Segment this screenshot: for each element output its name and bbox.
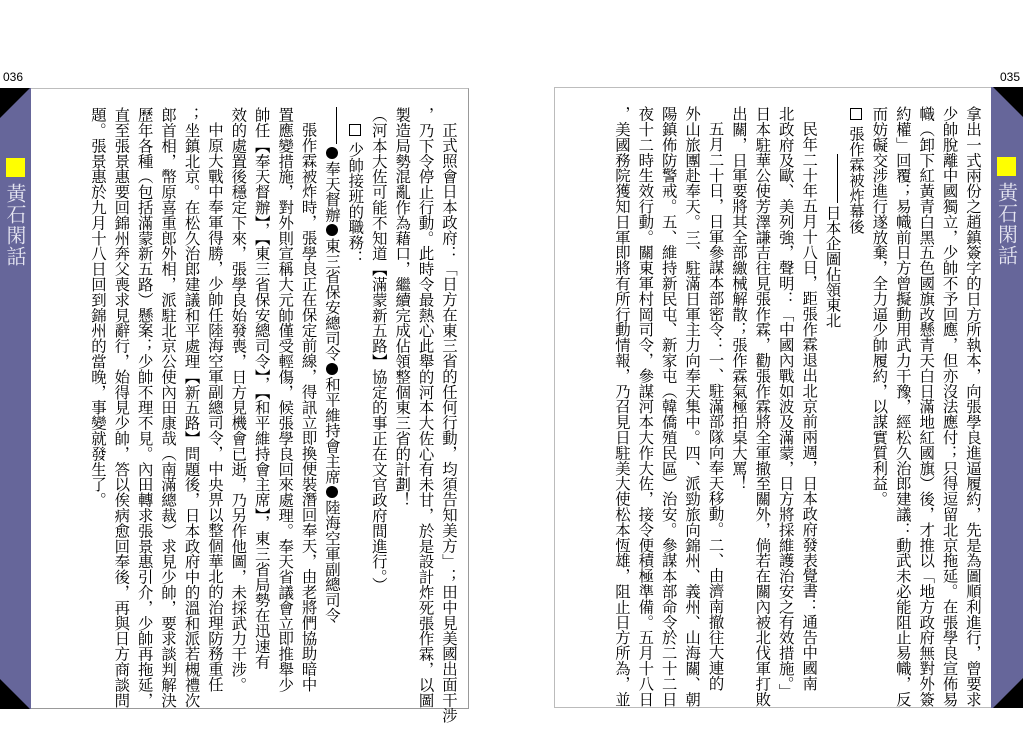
subheading xyxy=(820,106,843,706)
titles-list xyxy=(320,107,343,707)
corner-triangle-icon xyxy=(993,87,1023,117)
bullet-dot-icon xyxy=(326,147,338,159)
text-column: 製造局勢混亂作為藉口，繼續完成佔領整個東三省的計劃！ xyxy=(393,107,412,508)
text-column: ；坐鎮北京。在松久治郎建議和平處理【新五路】問題後，日本政府中的溫和派若槻禮次 xyxy=(182,107,201,708)
text-column: 少帥脫離中國獨立，少帥不予回應，但亦沒法應付；只得逗留北京拖延。在張學良宣佈易 xyxy=(940,106,959,707)
yellow-square-icon xyxy=(997,157,1016,176)
corner-triangle-icon xyxy=(993,678,1023,708)
text-column: 題。張景惠於九月十八日回到錦州的當晚，事變就發生了。 xyxy=(88,107,107,508)
title-item: 奉天督辦 xyxy=(322,160,341,223)
title-item: 陸海空軍副總司令 xyxy=(322,499,341,623)
section-heading xyxy=(343,107,366,707)
text-column: 出關，日軍要將其全部繳械解散；張作霖氣極拍桌大罵！ xyxy=(729,106,748,491)
text-column: 中原大戰中奉軍得勝，少帥任陸海空軍副總司令，中央畀以整個華北的治理防務重任 xyxy=(205,122,224,693)
bullet-dot-icon xyxy=(326,224,338,236)
text-column: 張作霖被炸時，張學良正在保定前線，得訊立即換便裝潛回奉天，由老將們協助暗中 xyxy=(299,122,318,693)
corner-triangle-icon xyxy=(0,679,30,709)
text-column: 外山旅團赴奉天。三、駐滿日軍主力向奉天集中。四、派勁旅向錦州、義州、山海關、朝 xyxy=(683,106,702,707)
dash-rule-icon xyxy=(336,107,337,144)
checkbox-square-icon xyxy=(349,124,361,136)
subheading-text: 日本企圖佔領東北 xyxy=(823,204,842,328)
text-column: 陽鎮佈防警戒。五、維持新民屯、新家屯（韓僑殖民區）治安。參謀本部命令於二十二日 xyxy=(659,106,678,707)
text-column: 夜十二時生效行動。關東軍村岡司令，參謀河本大作大佐，接令便積極準備。五月十八日 xyxy=(636,106,655,707)
dash-rule-icon xyxy=(837,154,838,203)
left-page xyxy=(31,88,469,723)
text-column: 五月二十日，日軍參謀本部密令：一、駐滿部隊向奉天移動。二、由濟南撤往大連的 xyxy=(706,121,725,692)
right-page-text xyxy=(610,106,985,706)
title-item: 東三省保安總司令 xyxy=(322,237,341,362)
text-column: 直至張景惠要回錦州奔父喪求見辭行，始得見少帥，答以俟病愈回奉後，再與日方商談問 xyxy=(112,107,131,708)
text-column: 效的處置後穩定下來，張學良始發喪，日方見機會已逝，乃另作他圖，未採武力干涉。 xyxy=(229,107,248,693)
page-number-left: 036 xyxy=(3,70,24,84)
text-column: ，乃下令停止行動。此時令最熱心此舉的河本大佐心有未甘，於是設計炸死張作霖，以圖 xyxy=(416,107,435,708)
text-column: 約權」回覆；易幟前日方曾擬動用武力干豫，經松久治郎建議：動武未必能阻止易幟，反 xyxy=(893,106,912,707)
text-column: 而妨礙交涉進行遂放棄，全力逼少帥履約，以謀實質利益。 xyxy=(870,106,889,507)
sidebar-title-right: 黃石閑話 xyxy=(994,182,1019,266)
corner-triangle-icon xyxy=(0,88,30,118)
bullet-dot-icon xyxy=(326,363,338,375)
text-column: 置應變措施，對外則宣稱大元帥僅受輕傷，候張學良回來處理。奉天省議會立即推舉少 xyxy=(276,107,295,693)
text-column: 郎首相，幣原喜重郎外相，派駐北京公使內田康哉（南滿總裁）求見少帥，要求談判解決 xyxy=(159,107,178,708)
section-heading-text: 少帥接班的職務： xyxy=(346,142,365,266)
text-column: 歷年各種（包括滿蒙新五路）懸案；少帥不理不見。內田轉求張景惠引介，少帥再拖延， xyxy=(135,107,154,708)
text-column: 幟（卸下紅黃青白黑五色國旗改懸青天白日滿地紅國旗）後，才推以「地方政府無對外簽 xyxy=(917,106,936,707)
text-column: 北政府及歐、美列強，聲明：「中國內戰如波及滿蒙，日方將採維護治安之有效措施。」 xyxy=(776,106,795,699)
sidebar-title-left: 黃石閑話 xyxy=(3,183,27,267)
section-heading xyxy=(844,106,867,706)
right-page xyxy=(554,87,991,708)
text-column: （河本大佐可能不知道【滿蒙新五路】協定的事正在文官政府間進行。） xyxy=(369,107,388,593)
text-column: 帥任【奉天督辦】，【東三省保安總司令】，【和平維持會主席】，東三省局勢在迅速有 xyxy=(252,107,271,670)
text-column: 拿出一式兩份之趙鎮簽字的日方所執本，向張學良進逼履約，先是為圖順利進行，曾要求 xyxy=(964,106,982,707)
bullet-dot-icon xyxy=(326,486,338,498)
left-page-text xyxy=(86,107,461,723)
page-number-right: 035 xyxy=(999,70,1020,84)
text-column: 正式照會日本政府：「日方在東三省的任何行動，均須告知美方」；田中見美國出面干涉 xyxy=(440,122,458,723)
title-item: 和平維持會主席 xyxy=(322,376,341,485)
left-sidebar-band xyxy=(0,88,32,709)
right-sidebar-band xyxy=(991,87,1023,708)
checkbox-square-icon xyxy=(850,108,862,120)
text-column: ，美國務院獲知日軍即將有所行動情報，乃召見日駐美大使松本恆雄，阻止日方所為，並 xyxy=(612,106,631,707)
section-heading-text: 張作霖被炸幕後 xyxy=(846,125,865,234)
text-column: 日本駐華公使芳澤謙吉往見張作霖，勸張作霖將全軍撤至關外，倘若在關內被北伐軍打敗 xyxy=(753,106,772,707)
yellow-square-icon xyxy=(6,158,25,177)
text-column: 民年二十年五月十八日，距張作霖退出北京前兩週，日本政府發表覺書：通告中國南 xyxy=(800,121,819,692)
